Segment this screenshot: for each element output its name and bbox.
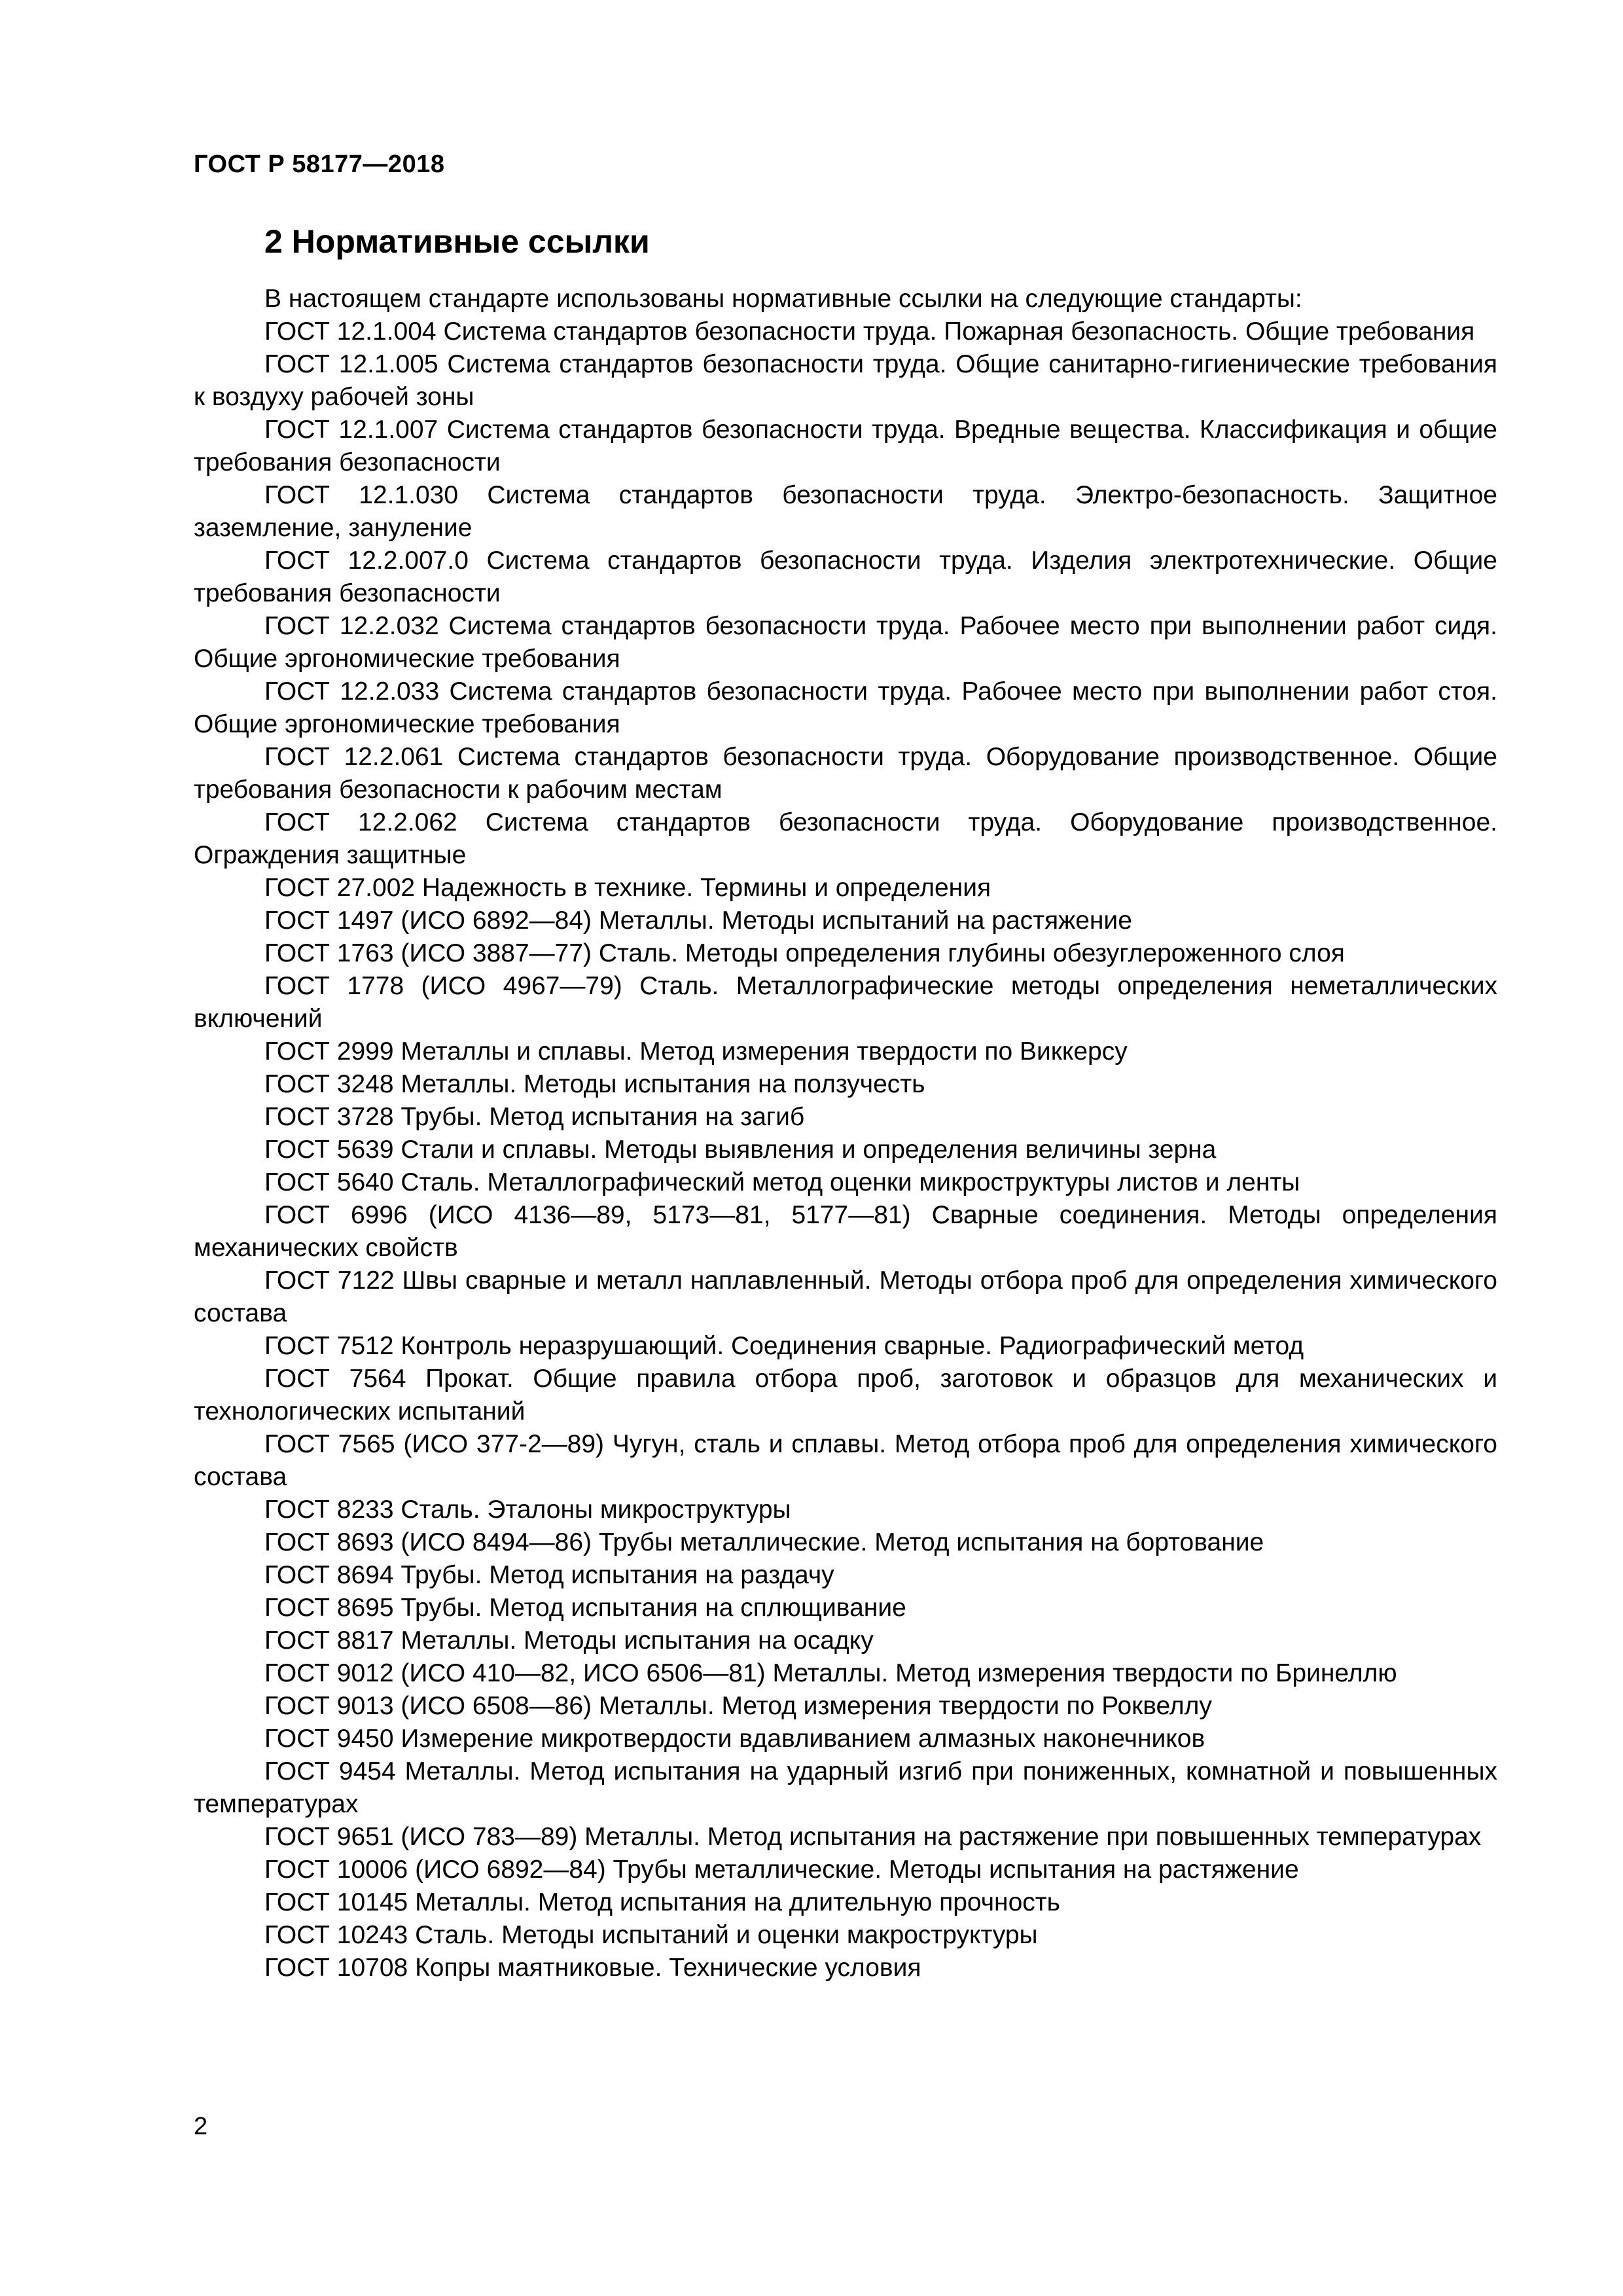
reference-item: ГОСТ 10006 (ИСО 6892—84) Трубы металлические. Методы испытания на растяжение — [264, 1856, 1299, 1884]
reference-item: ГОСТ 5640 Сталь. Металлографический метод оценки микроструктуры листов и ленты — [264, 1168, 1300, 1196]
reference-item: ГОСТ 12.1.007 Система стандартов безопасности труда. Вредные вещества. Классификация и общие требования безопасности — [194, 416, 1497, 476]
reference-item: ГОСТ 1763 (ИСО 3887—77) Сталь. Методы определения глубины обезуглероженного слоя — [264, 939, 1345, 967]
reference-item: ГОСТ 1778 (ИСО 4967—79) Сталь. Металлографические методы определения неметаллических включений — [194, 972, 1497, 1033]
reference-item: ГОСТ 3248 Металлы. Методы испытания на ползучесть — [264, 1070, 925, 1098]
reference-item: ГОСТ 27.002 Надежность в технике. Термины и определения — [264, 874, 991, 902]
reference-item: ГОСТ 8233 Сталь. Эталоны микроструктуры — [264, 1496, 791, 1524]
reference-item: ГОСТ 12.2.061 Система стандартов безопасности труда. Оборудование производственное. Общие требования безопасности к рабочим местам — [194, 743, 1497, 804]
reference-item: ГОСТ 7564 Прокат. Общие правила отбора проб, заготовок и образцов для механических и технологических испытаний — [194, 1365, 1497, 1426]
reference-item: ГОСТ 12.1.005 Система стандартов безопасности труда. Общие санитарно-гигиенические требования к воздуху рабочей зоны — [194, 350, 1497, 411]
reference-item: ГОСТ 10243 Сталь. Методы испытаний и оценки макроструктуры — [264, 1921, 1038, 1949]
reference-item: ГОСТ 10708 Копры маятниковые. Технические условия — [264, 1954, 921, 1982]
reference-item: ГОСТ 12.2.032 Система стандартов безопасности труда. Рабочее место при выполнении работ сидя. Общие эргономические требования — [194, 612, 1497, 673]
reference-item: ГОСТ 7122 Швы сварные и металл наплавленный. Методы отбора проб для определения химического состава — [194, 1266, 1497, 1327]
reference-item: ГОСТ 3728 Трубы. Метод испытания на загиб — [264, 1103, 805, 1131]
reference-item: ГОСТ 7512 Контроль неразрушающий. Соединения сварные. Радиографический метод — [264, 1332, 1304, 1360]
reference-item: ГОСТ 9454 Металлы. Метод испытания на ударный изгиб при пониженных, комнатной и повышенных температурах — [194, 1757, 1497, 1818]
reference-item: ГОСТ 9651 (ИСО 783—89) Металлы. Метод испытания на растяжение при повышенных температурах — [264, 1823, 1482, 1851]
reference-item: ГОСТ 12.1.004 Система стандартов безопасности труда. Пожарная безопасность. Общие требования — [264, 317, 1475, 346]
reference-item: ГОСТ 12.2.007.0 Система стандартов безопасности труда. Изделия электротехнические. Общие требования безопасности — [194, 547, 1497, 607]
reference-item: ГОСТ 12.2.033 Система стандартов безопасности труда. Рабочее место при выполнении работ стоя. Общие эргономические требования — [194, 677, 1497, 738]
intro-paragraph: В настоящем стандарте использованы нормативные ссылки на следующие стандарты: — [264, 285, 1302, 313]
page-number: 2 — [194, 2113, 208, 2140]
reference-item: ГОСТ 7565 (ИСО 377-2—89) Чугун, сталь и сплавы. Метод отбора проб для определения химического состава — [194, 1430, 1497, 1491]
reference-item: ГОСТ 5639 Стали и сплавы. Методы выявления и определения величины зерна — [264, 1136, 1217, 1164]
reference-item: ГОСТ 8694 Трубы. Метод испытания на раздачу — [264, 1561, 834, 1589]
reference-item: ГОСТ 9450 Измерение микротвердости вдавливанием алмазных наконечников — [264, 1725, 1205, 1753]
reference-item: ГОСТ 8693 (ИСО 8494—86) Трубы металлические. Метод испытания на бортование — [264, 1528, 1264, 1556]
reference-item: ГОСТ 9013 (ИСО 6508—86) Металлы. Метод измерения твердости по Роквеллу — [264, 1692, 1212, 1720]
reference-item: ГОСТ 2999 Металлы и сплавы. Метод измерения твердости по Виккерсу — [264, 1037, 1128, 1066]
reference-item: ГОСТ 9012 (ИСО 410—82, ИСО 6506—81) Металлы. Метод измерения твердости по Бринеллю — [264, 1659, 1397, 1687]
reference-item: ГОСТ 10145 Металлы. Метод испытания на длительную прочность — [264, 1888, 1060, 1916]
reference-item: ГОСТ 8695 Трубы. Метод испытания на сплющивание — [264, 1594, 906, 1622]
references-list — [194, 283, 1497, 1984]
reference-item: ГОСТ 6996 (ИСО 4136—89, 5173—81, 5177—81) Сварные соединения. Методы определения механических свойств — [194, 1201, 1497, 1262]
section-title: 2 Нормативные ссылки — [264, 223, 650, 260]
reference-item: ГОСТ 12.2.062 Система стандартов безопасности труда. Оборудование производственное. Ограждения защитные — [194, 808, 1497, 869]
document-header: ГОСТ Р 58177—2018 — [194, 151, 445, 178]
reference-item: ГОСТ 1497 (ИСО 6892—84) Металлы. Методы испытаний на растяжение — [264, 906, 1132, 935]
reference-item: ГОСТ 12.1.030 Система стандартов безопасности труда. Электро-безопасность. Защитное заземление, зануление — [194, 481, 1497, 542]
reference-item: ГОСТ 8817 Металлы. Методы испытания на осадку — [264, 1626, 874, 1655]
